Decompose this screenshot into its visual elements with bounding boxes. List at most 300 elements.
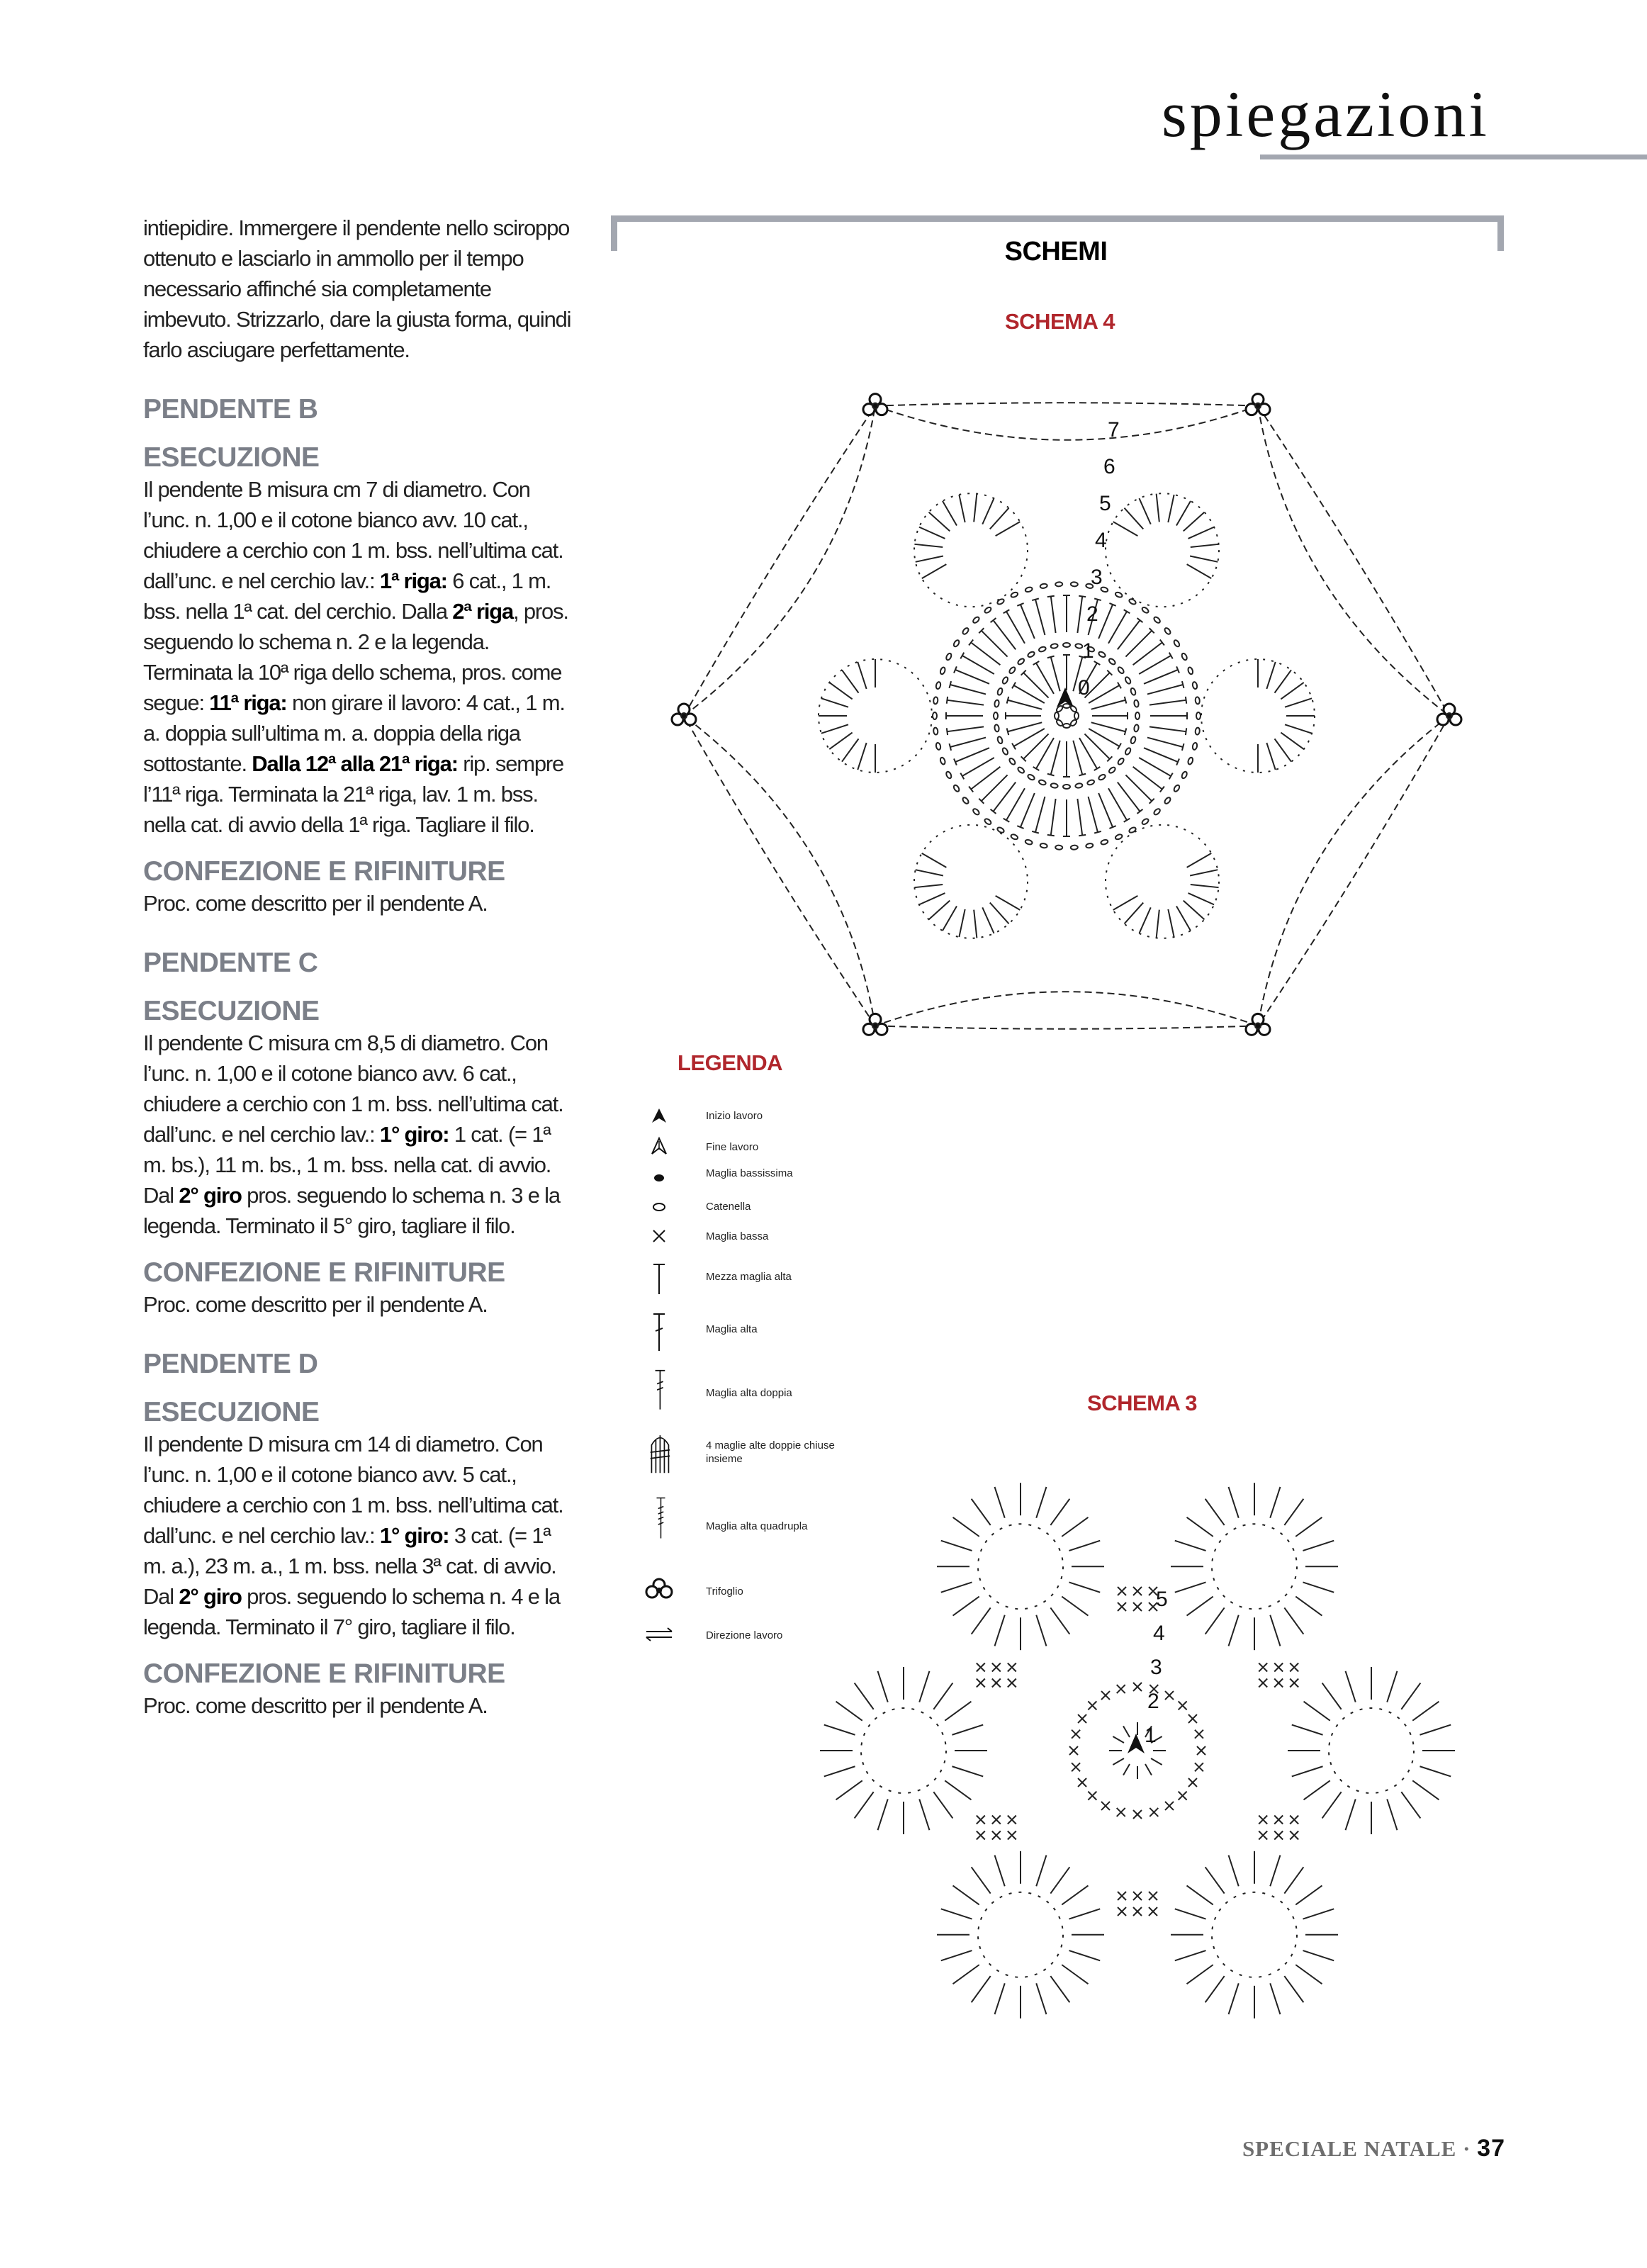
double-crochet-stitch: [1401, 1792, 1420, 1818]
chain-stitch: [1130, 687, 1136, 695]
double-crochet-stitch: [1176, 906, 1191, 931]
trefoil-icon: [863, 394, 887, 415]
single-crochet-stitch: [1123, 1726, 1130, 1737]
chain-arc: [684, 716, 875, 1026]
schema-4-title: SCHEMA 4: [1005, 309, 1115, 334]
double-crochet-stitch: [919, 1671, 929, 1702]
double-crochet-stitch: [949, 681, 951, 688]
double-crochet-stitch: [933, 1792, 952, 1818]
double-crochet-stitch: [1069, 1909, 1100, 1919]
chain-stitch: [997, 736, 1004, 743]
double-crochet-stitch: [1073, 741, 1082, 775]
double-crochet-stitch: [1295, 1965, 1322, 1984]
double-crochet-stitch: [919, 527, 945, 539]
round-number: 3: [1091, 566, 1103, 589]
double-crochet-stitch: [1098, 793, 1113, 827]
double-crochet-stitch: [1125, 697, 1127, 704]
double-crochet-stitch: [1047, 596, 1055, 597]
pendente-b-heading: PENDENTE B: [143, 394, 318, 425]
double-crochet-stitch: [1270, 1983, 1280, 2014]
double-crochet-stitch: [1047, 656, 1055, 658]
chain-stitch: [935, 742, 941, 750]
chain-stitch: [1164, 797, 1171, 805]
pendente-c-finishing-text: Proc. come descritto per il pendente A.: [143, 1292, 488, 1317]
chain-stitch: [940, 667, 946, 675]
pendente-c-execution-heading: ESECUZIONE: [143, 996, 320, 1026]
double-crochet-stitch: [996, 522, 1021, 536]
double-crochet-stitch: [1285, 698, 1312, 707]
chain-stitch: [1071, 845, 1078, 850]
double-crochet-stitch: [1144, 748, 1178, 762]
double-crochet-stitch: [941, 1541, 972, 1551]
double-crochet-stitch: [1149, 700, 1186, 705]
chain-stitch: [933, 712, 937, 719]
chain-stitch: [1075, 783, 1083, 789]
double-crochet-stitch: [1322, 1792, 1342, 1818]
double-crochet-stitch: [1079, 596, 1086, 597]
double-crochet-stitch: [824, 1766, 855, 1776]
double-crochet-stitch: [959, 495, 965, 522]
double-crochet-stitch: [1035, 797, 1045, 832]
header-rule: [1260, 155, 1647, 159]
double-crochet-stitch: [1346, 1799, 1356, 1830]
double-crochet-stitch: [855, 1792, 874, 1818]
double-crochet-stitch: [1098, 605, 1113, 639]
page-footer: [1242, 2135, 1505, 2162]
double-crochet-stitch: [1175, 1541, 1206, 1551]
chain-stitch: [1153, 808, 1161, 816]
chain-stitch: [1125, 676, 1132, 685]
round-number: 4: [1095, 529, 1107, 552]
double-crochet-stitch: [1094, 598, 1101, 600]
chain-stitch: [1125, 747, 1132, 756]
double-crochet-stitch: [1113, 522, 1138, 536]
legend-label: Fine lavoro: [706, 1141, 759, 1153]
chain-stitch: [1117, 666, 1125, 675]
double-crochet-stitch: [1281, 733, 1303, 750]
double-crochet-stitch: [1021, 793, 1035, 827]
double-crochet-stitch: [855, 1683, 874, 1710]
double-crochet-stitch: [1412, 1780, 1439, 1800]
double-crochet-stitch: [1007, 697, 1009, 704]
double-crochet-stitch: [1157, 494, 1159, 522]
double-crochet-stitch: [1021, 605, 1035, 639]
double-crochet-stitch: [1284, 1976, 1303, 2002]
double-crochet-stitch: [1420, 1766, 1451, 1776]
petal-outline: [914, 493, 1028, 607]
chain-stitch: [984, 818, 992, 826]
double-crochet-stitch: [1069, 1541, 1100, 1551]
chain-stitch: [1134, 700, 1140, 707]
double-crochet-stitch: [1125, 728, 1127, 735]
chain-stitch: [962, 627, 969, 636]
chain-stitch: [1063, 643, 1070, 647]
double-crochet-stitch: [941, 1909, 972, 1919]
double-crochet-stitch: [953, 1597, 979, 1616]
double-crochet-stitch: [941, 1582, 972, 1592]
double-crochet-stitch: [953, 1965, 979, 1984]
double-crochet-stitch: [1270, 1615, 1280, 1646]
chain-stitch: [1192, 682, 1198, 690]
chain-stitch: [1001, 747, 1008, 756]
double-crochet-icon: [638, 1311, 695, 1354]
double-crochet-stitch: [990, 903, 1009, 924]
double-crochet-stitch: [1176, 501, 1191, 526]
single-crochet-stitch: [1113, 1736, 1124, 1743]
chain-stitch: [1086, 843, 1094, 848]
double-crochet-stitch: [1062, 1517, 1088, 1537]
petal-outline: [1106, 493, 1219, 607]
chain-stitch: [1101, 839, 1108, 846]
double-crochet-stitch: [1275, 739, 1292, 761]
flower-ring: [978, 1524, 1063, 1609]
double-crochet-stitch: [1006, 788, 1025, 820]
double-crochet-stitch: [972, 1867, 991, 1893]
round-number: 0: [1078, 676, 1090, 700]
double-crochet-stitch: [1077, 596, 1082, 633]
double-crochet-stitch: [1292, 1725, 1323, 1735]
double-crochet-stitch: [1008, 722, 1042, 731]
double-crochet-stitch: [1190, 870, 1218, 875]
chain-arc: [1258, 716, 1449, 1026]
double-crochet-stitch: [1304, 1702, 1330, 1721]
double-crochet-stitch: [962, 656, 994, 674]
double-crochet-stitch: [1149, 726, 1186, 731]
double-crochet-stitch: [1191, 885, 1219, 887]
double-crochet-stitch: [1062, 1597, 1088, 1616]
double-crochet-stitch: [1184, 901, 1205, 920]
double-crochet-stitch: [922, 564, 947, 578]
double-crochet-stitch: [1079, 835, 1086, 836]
pendente-d-finishing-heading: CONFEZIONE E RIFINITURE: [143, 1658, 505, 1689]
double-crochet-stitch: [858, 743, 866, 770]
double-crochet-stitch: [996, 896, 1021, 910]
chain-stitch: [952, 784, 960, 792]
double-crochet-stitch: [1023, 734, 1048, 758]
double-crochet-stitch: [878, 1799, 888, 1830]
chain-stitch: [1173, 784, 1181, 792]
single-crochet-stitch: [1123, 1764, 1130, 1775]
double-crochet-stitch: [947, 700, 984, 705]
double-crochet-stitch: [953, 1885, 979, 1904]
double-crochet-stitch: [1047, 774, 1055, 776]
trefoil-icon: [672, 704, 696, 725]
round-number: 5: [1099, 492, 1111, 515]
double-crochet-stitch: [1187, 564, 1212, 578]
double-crochet-stitch: [949, 743, 951, 751]
double-crochet-stitch: [1205, 1976, 1225, 2002]
double-crochet-stitch: [836, 1702, 862, 1721]
double-crochet-stitch: [1304, 1780, 1330, 1800]
double-crochet-stitch: [1139, 907, 1150, 933]
chain-stitch: [1074, 712, 1079, 719]
chain-stitch: [1050, 644, 1058, 649]
flower-ring: [861, 1708, 946, 1793]
double-crochet-stitch: [1295, 1517, 1322, 1537]
double-crochet-stitch: [1079, 774, 1086, 776]
double-crochet-stitch: [929, 901, 950, 920]
chain-stitch: [996, 826, 1005, 833]
double-crochet-stitch: [1089, 729, 1119, 746]
chain-stitch: [994, 724, 1000, 732]
single-crochet-stitch: [1151, 1758, 1162, 1765]
double-crochet-stitch: [982, 498, 994, 524]
round-number: 2: [1147, 1690, 1159, 1713]
double-crochet-stitch: [941, 1950, 972, 1960]
double-crochet-stitch: [943, 906, 957, 931]
double-crochet-stitch: [995, 1856, 1005, 1887]
round-number: 6: [1103, 455, 1115, 478]
double-crochet-stitch: [1014, 729, 1045, 746]
chain-stitch: [1001, 676, 1008, 685]
cluster-icon: [638, 1432, 695, 1474]
single-crochet-icon: [638, 1223, 695, 1266]
double-crochet-stitch: [824, 1725, 855, 1735]
double-crochet-stitch: [1032, 831, 1039, 833]
chain-stitch: [1187, 667, 1193, 675]
chain-stitch: [1055, 582, 1062, 587]
schema-3-diagram: [780, 1439, 1460, 2091]
double-crochet-stitch: [878, 1671, 888, 1702]
double-crochet-stitch: [1047, 835, 1055, 836]
double-crochet-stitch: [1051, 657, 1060, 691]
chain-stitch: [1115, 833, 1123, 840]
chain-stitch: [1025, 587, 1033, 593]
chain-arc: [1258, 716, 1449, 1026]
double-crochet-stitch: [1069, 1582, 1100, 1592]
double-crochet-stitch: [1124, 508, 1143, 529]
chain-stitch: [1181, 771, 1188, 780]
pendente-b-finishing-heading: CONFEZIONE E RIFINITURE: [143, 856, 505, 887]
double-crochet-stitch: [929, 512, 950, 532]
double-crochet-stitch: [1139, 656, 1171, 674]
double-crochet-stitch: [1187, 853, 1212, 868]
schemes-panel-right-tick: [1497, 215, 1504, 251]
double-crochet-stitch: [945, 1702, 971, 1721]
double-crochet-stitch: [995, 1487, 1005, 1518]
double-crochet-stitch: [995, 1615, 1005, 1646]
double-crochet-stitch: [947, 697, 948, 704]
chain-stitch: [994, 712, 998, 719]
legend-label: Inizio lavoro: [706, 1110, 763, 1122]
flower-ring: [1329, 1708, 1414, 1793]
chain-stitch: [1098, 774, 1106, 781]
double-crochet-stitch: [1014, 685, 1045, 703]
chain-stitch: [1069, 704, 1077, 712]
schemes-panel-rule: [611, 215, 1504, 222]
double-crochet-stitch: [933, 1683, 952, 1710]
single-crochet-stitch: [1113, 1758, 1124, 1765]
double-crochet-stitch: [1144, 670, 1178, 684]
double-crochet-stitch: [1036, 1487, 1046, 1518]
double-crochet-stitch: [1091, 700, 1125, 709]
double-crochet-stitch: [1089, 685, 1119, 703]
pendente-b-execution-heading: ESECUZIONE: [143, 442, 320, 473]
double-crochet-stitch: [1205, 1867, 1225, 1893]
petal-outline: [914, 825, 1028, 938]
chain-stitch: [1050, 783, 1058, 789]
double-crochet-stitch: [1175, 1909, 1206, 1919]
double-crochet-stitch: [821, 698, 848, 707]
chain-stitch: [1008, 758, 1016, 766]
double-crochet-stitch: [943, 501, 957, 526]
double-crochet-stitch: [1036, 1856, 1046, 1887]
trefoil-icon: [1246, 394, 1270, 415]
double-crochet-stitch: [1051, 741, 1060, 775]
double-crochet-stitch: [1050, 1976, 1069, 2002]
pendente-c-execution-text: Il pendente C misura cm 8,5 di diametro. Con l’unc. n. 1,00 e il cotone bianco avv. 6 cat., chiudere a cerchio con 1 m. bss. nell’ultima cat. dall’unc. e nel cerchio lav.: 1° giro: 1 cat. (= 1ª m. bs.), 11 m. bs., 1 m. bss. nella cat. di avvio. Dal 2° giro pros. seguendo lo schema n. 3 e la legenda. Terminato il 5° giro, tagliare il filo.: [143, 1031, 563, 1238]
double-crochet-stitch: [1295, 1885, 1322, 1904]
half-double-crochet-icon: [638, 1260, 695, 1303]
pendente-d-finishing-text: Proc. come descritto per il pendente A.: [143, 1693, 488, 1718]
trefoil-icon: [863, 1014, 887, 1035]
double-crochet-stitch: [952, 1766, 983, 1776]
double-crochet-stitch: [1229, 1615, 1239, 1646]
double-crochet-stitch: [1229, 1856, 1239, 1887]
double-crochet-stitch: [1139, 498, 1150, 524]
chain-arc: [684, 406, 875, 716]
chain-stitch: [1055, 712, 1059, 719]
pendente-c-heading: PENDENTE C: [143, 948, 318, 978]
double-crochet-stitch: [1094, 831, 1101, 833]
pendente-c-finishing-heading: CONFEZIONE E RIFINITURE: [143, 1257, 505, 1288]
chain-stitch: [945, 653, 952, 661]
double-crochet-stitch: [1182, 743, 1184, 751]
chain-stitch: [1008, 666, 1016, 675]
double-crochet-stitch: [972, 1976, 991, 2002]
double-crochet-stitch: [1303, 1541, 1334, 1551]
pendente-d-execution-heading: ESECUZIONE: [143, 1397, 320, 1427]
chain-stitch: [1153, 616, 1161, 624]
chain-stitch: [1128, 826, 1137, 833]
double-crochet-stitch: [1139, 758, 1171, 776]
double-crochet-stitch: [1089, 797, 1098, 832]
chain-stitch: [1108, 766, 1117, 774]
round-number: 1: [1082, 639, 1094, 663]
double-crochet-stitch: [858, 662, 866, 689]
double-crochet-stitch: [1188, 893, 1215, 904]
double-crochet-stitch: [995, 1983, 1005, 2014]
footer-separator: ·: [1463, 2136, 1471, 2161]
legend-item-single-crochet: [638, 1223, 935, 1266]
trefoil-icon: [1246, 1014, 1270, 1035]
chain-stitch: [994, 700, 1000, 707]
double-crochet-stitch: [1008, 700, 1042, 709]
double-crochet-stitch: [1036, 1615, 1046, 1646]
double-crochet-stitch: [919, 1799, 929, 1830]
legend-label: Maglia bassissima: [706, 1167, 793, 1179]
legend-title: LEGENDA: [678, 1050, 783, 1075]
round-number: 4: [1153, 1622, 1165, 1645]
chain-stitch: [1098, 651, 1106, 658]
double-crochet-stitch: [1190, 556, 1218, 561]
chain-stitch: [1195, 697, 1200, 704]
double-crochet-stitch: [1079, 738, 1097, 768]
chain-stitch: [1196, 712, 1201, 719]
flower-ring: [978, 1892, 1063, 1977]
double-crochet-stitch: [1035, 600, 1045, 635]
chain-stitch: [1011, 833, 1019, 840]
chain-stitch: [1040, 843, 1047, 848]
legend-label: Maglia bassa: [706, 1230, 769, 1242]
chain-stitch: [1187, 757, 1193, 765]
chain-stitch: [972, 808, 980, 816]
double-crochet-stitch: [1275, 670, 1292, 692]
legend-label: Maglia alta: [706, 1323, 758, 1335]
double-crochet-stitch: [1051, 596, 1056, 633]
double-crochet-stitch: [959, 909, 965, 937]
double-crochet-stitch: [1401, 1683, 1420, 1710]
treble-crochet-icon: [638, 1369, 695, 1412]
double-crochet-stitch: [1091, 722, 1125, 731]
chain-arc: [1258, 406, 1449, 716]
chain-arc: [684, 716, 875, 1026]
double-crochet-stitch: [1113, 896, 1138, 910]
double-crochet-stitch: [974, 910, 977, 938]
double-crochet-stitch: [916, 870, 943, 875]
chain-stitch: [1108, 658, 1117, 666]
chain-stitch: [972, 616, 980, 624]
double-crochet-stitch: [1051, 799, 1056, 836]
chain-arc: [875, 406, 1258, 440]
double-crochet-stitch: [1062, 1965, 1088, 1984]
chain-stitch: [952, 639, 960, 648]
double-crochet-stitch: [1303, 1582, 1334, 1592]
petal-outline: [1106, 825, 1219, 938]
pendente-d-execution-text: Il pendente D misura cm 14 di diametro. Con l’unc. n. 1,00 e il cotone bianco avv. 5 cat., chiudere a cerchio con 1 m. bss. nell’ultima cat. dall’unc. e nel cerchio lav.: 1° giro: 3 cat. (= 1ª m. a.), 23 m. a., 1 m. bss. nella 3ª cat. di avvio. Dal 2° giro pros. seguendo lo schema n. 4 e la legenda. Terminato il 7° giro, tagliare il filo.: [143, 1432, 563, 1639]
double-crochet-stitch: [1175, 1950, 1206, 1960]
chain-stitch: [1027, 774, 1035, 781]
double-crochet-stitch: [1050, 1867, 1069, 1893]
double-crochet-stitch: [1303, 1950, 1334, 1960]
schema-4-diagram: [663, 340, 1471, 1091]
pendente-d-heading: PENDENTE D: [143, 1349, 318, 1379]
chain-stitch: [940, 757, 946, 765]
double-crochet-stitch: [1050, 1607, 1069, 1634]
double-crochet-stitch: [1108, 788, 1127, 820]
chain-stitch: [1130, 736, 1136, 743]
double-crochet-stitch: [1187, 1965, 1213, 1984]
chain-stitch: [1173, 639, 1181, 648]
double-crochet-stitch: [1062, 1885, 1088, 1904]
chain-stitch: [1055, 845, 1062, 850]
schemes-panel-left-tick: [611, 215, 617, 251]
chain-stitch: [1017, 658, 1025, 666]
double-crochet-stitch: [982, 907, 994, 933]
double-crochet-stitch: [972, 1499, 991, 1525]
double-crochet-stitch: [1124, 903, 1143, 924]
magazine-name: SPECIALE NATALE: [1242, 2136, 1457, 2161]
double-crochet-stitch: [947, 728, 948, 735]
double-crochet-stitch: [1182, 681, 1184, 688]
chain-stitch: [1025, 839, 1033, 846]
double-crochet-stitch: [1036, 738, 1054, 768]
chain-stitch: [1135, 712, 1140, 719]
double-crochet-stitch: [1284, 1499, 1303, 1525]
schema-3-title: SCHEMA 3: [1087, 1391, 1198, 1415]
legend-item-double: [638, 1311, 935, 1354]
chain-stitch: [933, 727, 938, 735]
double-crochet-stitch: [1229, 1487, 1239, 1518]
double-crochet-stitch: [1205, 1499, 1225, 1525]
text-column: [143, 213, 577, 1721]
double-crochet-stitch: [1285, 724, 1312, 733]
double-crochet-stitch: [1292, 1766, 1323, 1776]
double-crochet-stitch: [1157, 910, 1159, 938]
chain-stitch: [996, 598, 1005, 605]
running-head: spiegazioni: [1162, 78, 1490, 150]
chain-arc: [1258, 406, 1449, 716]
